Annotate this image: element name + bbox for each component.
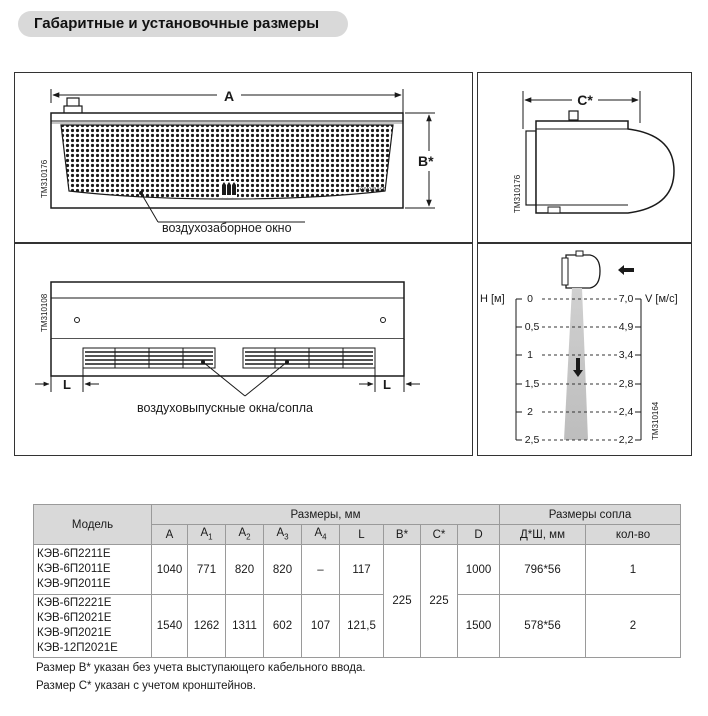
h-axis-label: H [м] [480,293,505,305]
dimension-l-left: L [63,377,71,392]
header-nozzle-sizes: Размеры сопла [500,505,681,525]
v-tick-1: 4,9 [618,321,634,333]
cell-a3: 820 [264,545,302,595]
cell-a4: 107 [302,595,340,658]
cell-a3: 602 [264,595,302,658]
cell-nozzle-size: 796*56 [500,545,586,595]
cell-a1: 771 [188,545,226,595]
cell-a2: 820 [226,545,264,595]
dimension-c-label: C* [577,92,593,108]
dimension-l-right: L [383,377,391,392]
cell-l: 117 [340,545,384,595]
cell-l: 121,5 [340,595,384,658]
h-tick-1: 0,5 [524,321,540,333]
cell-d: 1500 [458,595,500,658]
model-cell: КЭВ-6П2211Е КЭВ-6П2011Е КЭВ-9П2011Е [34,545,152,595]
col-quantity: кол-во [586,525,681,545]
h-tick-0: 0 [527,293,533,305]
intake-window-label: воздухозаборное окно [162,221,292,235]
v-axis-label: V [м/с] [645,293,678,305]
airflow-drawing [478,244,693,457]
h-tick-5: 2,5 [524,434,540,446]
v-tick-5: 2,2 [618,434,634,446]
table-row [34,595,681,658]
v-tick-4: 2,4 [618,406,634,418]
cell-a2: 1311 [226,595,264,658]
tm-code-flow: TM310164 [651,401,660,440]
cell-quantity: 1 [586,545,681,595]
dimensions-table [33,504,681,658]
cell-d: 1000 [458,545,500,595]
table-row [34,545,681,595]
cell-a: 1540 [152,595,188,658]
cell-quantity: 2 [586,595,681,658]
tm-code-front: TM310176 [40,159,49,198]
front-view-drawing [15,73,474,244]
col-a2: $A_2$ [226,525,264,545]
cell-a: 1040 [152,545,188,595]
h-tick-2: 1 [527,349,533,361]
footnote-c: Размер С* указан с учетом кронштейнов. [36,680,256,692]
col-a3: $A_3$ [264,525,302,545]
cell-b: 225 [384,545,421,658]
v-tick-2: 3,4 [618,349,634,361]
header-model: Модель [34,505,152,545]
page-title: Габаритные и установочные размеры [18,11,348,37]
h-tick-4: 2 [527,406,533,418]
col-a1: $A_1$ [188,525,226,545]
col-nozzle-size: Д*Ш, мм [500,525,586,545]
col-b: B* [384,525,421,545]
footnote-b: Размер В* указан без учета выступающего кабельного ввода. [36,662,366,674]
h-tick-3: 1,5 [524,378,540,390]
model-cell: КЭВ-6П2221Е КЭВ-6П2021Е КЭВ-9П2021Е КЭВ-12П2021Е [34,595,152,658]
side-view-panel [477,72,692,243]
col-l: L [340,525,384,545]
tm-code-side: TM310176 [513,174,522,213]
dimension-a-label: A [223,88,235,104]
side-view-drawing [478,73,693,244]
col-d: D [458,525,500,545]
bottom-view-drawing [15,244,474,457]
col-c: C* [421,525,458,545]
airflow-panel [477,243,692,456]
bottom-view-panel [14,243,473,456]
outlet-nozzles-label: воздуховыпускные окна/сопла [137,401,314,415]
header-sizes: Размеры, мм [152,505,500,525]
v-tick-3: 2,8 [618,378,634,390]
dimension-b-label: B* [418,153,434,169]
col-a4: $A_4$ [302,525,340,545]
cell-a1: 1262 [188,595,226,658]
cell-a4: – [302,545,340,595]
tm-code-bottom: TM310108 [40,293,49,332]
front-view-panel [14,72,473,243]
brand-text: Tenlomash [357,187,387,193]
cell-nozzle-size: 578*56 [500,595,586,658]
col-a: A [152,525,188,545]
cell-c: 225 [421,545,458,658]
v-tick-0: 7,0 [618,293,634,305]
